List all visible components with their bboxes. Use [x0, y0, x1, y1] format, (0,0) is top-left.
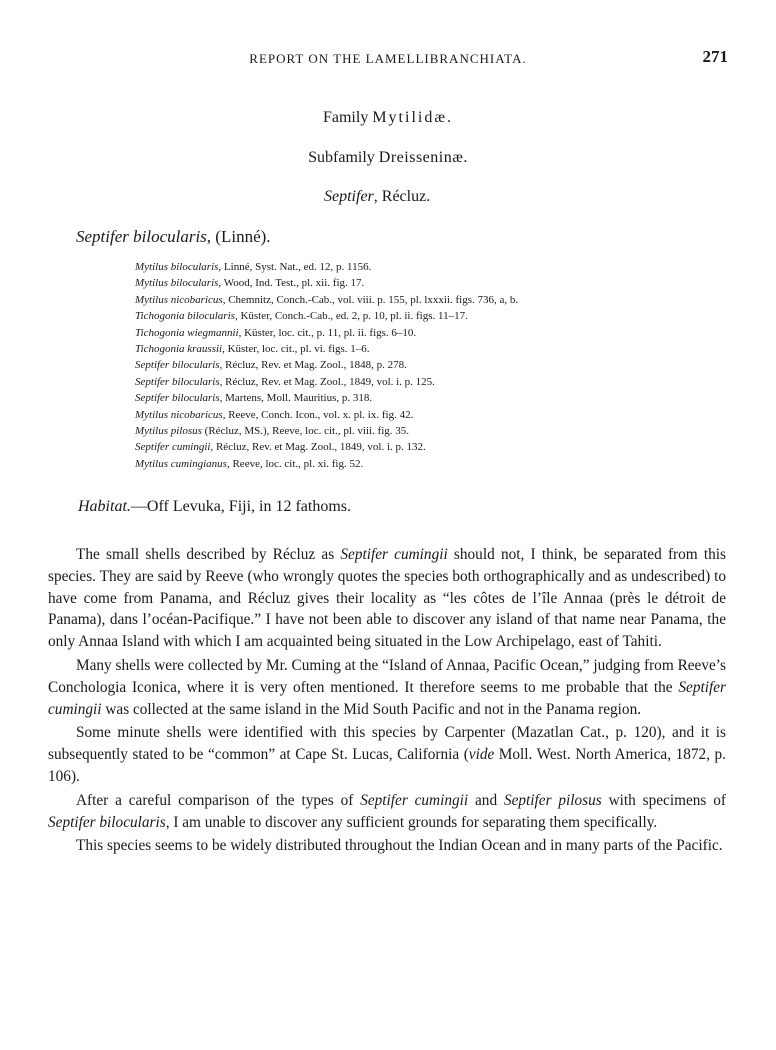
synonym-citation: , Küster, Conch.-Cab., ed. 2, p. 10, pl. ii. figs. 11–17. [234, 310, 468, 323]
genus-author: , Récluz. [373, 188, 431, 205]
italic-run: Septifer pilosus [503, 791, 602, 809]
synonym-citation: , Martens, Moll. Mauritius, p. 318. [219, 392, 373, 405]
synonym-name: Tichogonia kraussii [135, 343, 223, 356]
synonym-name: Tichogonia wiegmannii [135, 326, 239, 339]
text-run: should not, I think, be separated from this species. They are said by Reeve (who wrongly quotes the species both orthographically and as undescribed) to have come from Panama, and Récluz gives their locality as “les côtes de l’île Annaa (près le détroit de Panama), dans l’océan-Pacifique.” I have not been able to discover any island of that name near Panama, the only Annaa Island with which I am acquainted being situated in the Low Archipelago, east of Tahiti. [48, 546, 726, 651]
family-heading [0, 109, 776, 127]
page-number: 271 [702, 47, 728, 66]
text-run: After a careful comparison of the types of [76, 791, 361, 809]
synonymy-item [135, 390, 518, 406]
synonym-citation: , Küster, loc. cit., p. 11, pl. ii. figs. 6–10. [238, 326, 417, 339]
synonym-citation: , Récluz, Rev. et Mag. Zool., 1848, p. 278. [219, 359, 407, 372]
synonymy-item [135, 407, 518, 423]
synonym-citation: , Récluz, Rev. et Mag. Zool., 1849, vol. i. p. 125. [219, 375, 435, 388]
synonymy-item [135, 423, 518, 439]
synonymy-item [135, 341, 518, 357]
synonym-citation: , Récluz, Rev. et Mag. Zool., 1849, vol. i. p. 132. [210, 441, 426, 454]
synonym-name: Mytilus bilocularis [135, 277, 219, 290]
paragraph-2 [48, 655, 726, 720]
synonym-citation: , Reeve, Conch. Icon., vol. x. pl. ix. fig. 42. [222, 408, 414, 421]
synonym-citation: , Linné, Syst. Nat., ed. 12, p. 1156. [218, 261, 372, 273]
text-run: , I am unable to discover any sufficient grounds for separating them specifically. [165, 813, 658, 831]
synonym-name: Septifer bilocularis [135, 392, 220, 405]
subfamily-heading [0, 149, 776, 167]
paragraph-5 [48, 835, 726, 857]
habitat-text: —Off Levuka, Fiji, in 12 fathoms. [130, 498, 352, 515]
synonymy-item [135, 275, 518, 291]
synonym-citation: , Wood, Ind. Test., pl. xii. fig. 17. [218, 277, 365, 290]
paragraph-3 [48, 722, 726, 787]
text-run: This species seems to be widely distributed throughout the Indian Ocean and in many parts of the Pacific. [76, 837, 723, 855]
synonymy-item [135, 259, 518, 275]
text-run: Some minute shells were identified with this species by Carpenter (Mazatlan Cat., p. 120), and it is subsequently stated to be “common” at Cape St. Lucas, California ( [48, 724, 726, 764]
synonym-citation: , Reeve, loc. cit., pl. xi. fig. 52. [226, 457, 364, 470]
synonym-citation: , Küster, loc. cit., pl. vi. figs. 1–6. [222, 343, 370, 356]
italic-run: Septifer cumingii [48, 678, 726, 718]
synonymy-item [135, 325, 518, 341]
italic-run: vide [468, 746, 495, 764]
text-run: with specimens of [601, 791, 726, 809]
synonym-citation: (Récluz, MS.), Reeve, loc. cit., pl. viii. fig. 35. [201, 425, 410, 438]
genus-name: Septifer [324, 188, 374, 205]
italic-run: Septifer cumingii [360, 791, 469, 809]
species-heading [76, 227, 271, 247]
text-run: and [468, 791, 504, 809]
synonymy-item [135, 357, 518, 373]
body-text [48, 544, 726, 857]
text-run: was collected at the same island in the Mid South Pacific and not in the Panama region. [101, 700, 642, 718]
synonymy-item [135, 456, 518, 472]
synonym-name: Mytilus pilosus [135, 425, 202, 438]
species-name: Septifer bilocularis [76, 227, 207, 246]
family-prefix: Family [322, 109, 369, 126]
genus-heading [324, 188, 430, 206]
italic-run: Septifer cumingii [340, 546, 448, 563]
synonymy-list [135, 259, 518, 472]
text-run: Many shells were collected by Mr. Cuming at the “Island of Annaa, Pacific Ocean,” judging from Reeve’s Conchologia Iconica, where it is very often mentioned. It therefore seems to me probable that the [48, 656, 726, 696]
synonymy-item [135, 374, 518, 390]
family-name: Mytilidæ. [372, 109, 454, 126]
synonymy-item [135, 292, 518, 308]
synonym-name: Mytilus cumingianus [135, 457, 227, 470]
habitat-label: Habitat. [78, 498, 131, 515]
running-head [0, 47, 776, 71]
synonym-name: Tichogonia bilocularis [135, 310, 235, 323]
paragraph-4 [48, 790, 726, 834]
synonym-name: Mytilus bilocularis [135, 261, 219, 273]
species-author: , (Linné). [206, 227, 271, 246]
habitat-line [78, 498, 351, 516]
synonym-name: Mytilus nicobaricus [135, 293, 223, 306]
synonym-name: Septifer bilocularis [135, 375, 220, 388]
synonym-name: Septifer cumingii [135, 441, 211, 454]
synonymy-item [135, 308, 518, 324]
italic-run: Septifer bilocularis [48, 813, 166, 831]
synonymy-item [135, 439, 518, 455]
text-run: Moll. West. North America, 1872, p. 106). [48, 746, 726, 785]
synonym-name: Mytilus nicobaricus [135, 408, 223, 421]
text-run: The small shells described by Récluz as [76, 546, 341, 563]
synonym-citation: , Chemnitz, Conch.-Cab., vol. viii. p. 155, pl. lxxxii. figs. 736, a, b. [222, 293, 519, 306]
synonym-name: Septifer bilocularis [135, 359, 220, 372]
subfamily-name: Dreisseninæ. [378, 149, 468, 166]
subfamily-prefix: Subfamily [308, 149, 375, 166]
running-title: REPORT ON THE LAMELLIBRANCHIATA. [249, 51, 527, 66]
paragraph-1 [48, 544, 726, 653]
